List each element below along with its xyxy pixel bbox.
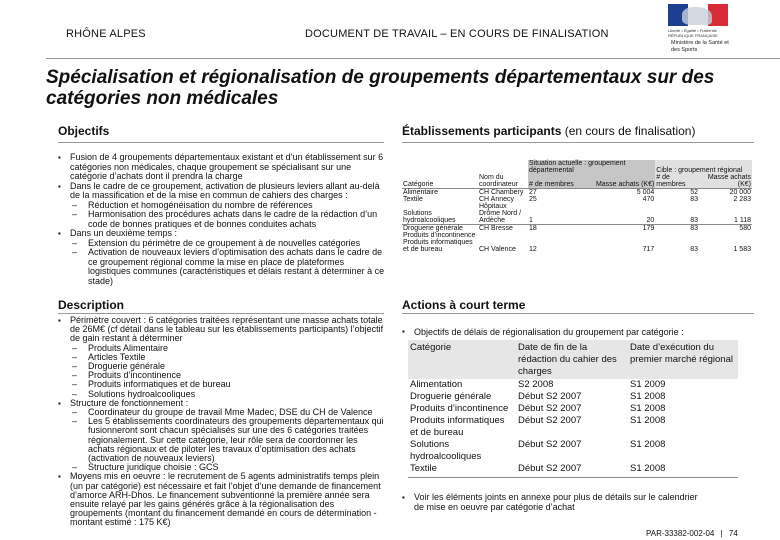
table-row: Textile CH Annecy 25 470 83 2 283 <box>403 196 751 203</box>
table-header-masse: Masse achats (K€) <box>585 174 655 189</box>
table-header-coordinateur: Nom du coordinateur <box>479 174 518 188</box>
list-item: ▪ Dans le cadre de ce groupement, activation de plusieurs leviers allant au-delà de la massification et de la mise en commun de cahiers des charges : <box>58 182 386 201</box>
table-header-categorie: Catégorie <box>403 181 434 188</box>
table-group-actuelle: Situation actuelle : groupement départemental <box>528 160 655 174</box>
objectifs-divider <box>58 142 384 143</box>
actions-heading: Actions à court terme <box>402 298 526 312</box>
actions-footnote: ▪ Voir les éléments joints en annexe pour plus de détails sur le calendrier de mise en oeuvre par catégorie d’achat <box>402 493 702 512</box>
document-reference: PAR-33382-002-04 <box>646 529 715 538</box>
logo-republic-text: Liberté • Égalité • Fraternité RÉPUBLIQUE FRANÇAISE <box>668 28 718 38</box>
table-header-execution: Date d’exécution du premier marché régional <box>628 340 738 379</box>
logo-ministry-text: Ministère de la Santé et des Sports <box>671 40 729 53</box>
region-label: RHÔNE ALPES <box>66 28 146 40</box>
table-header-fin-cahier: Date de fin de la rédaction du cahier des charges <box>516 340 628 379</box>
actions-table <box>408 340 738 478</box>
actions-intro: ▪ Objectifs de délais de régionalisation du groupement par catégorie : <box>402 327 732 337</box>
sub-list-item: – Structure juridique choisie : GCS <box>72 462 219 473</box>
description-list <box>58 316 384 528</box>
page-index: 74 <box>728 529 738 538</box>
description-heading: Description <box>58 298 125 312</box>
actions-divider <box>402 313 754 314</box>
header-divider <box>46 58 780 59</box>
table-header-categorie: Catégorie <box>408 340 516 379</box>
sub-list-item: – Extension du périmètre de ce groupement à de nouvelles catégories <box>72 237 361 248</box>
table-group-cible: Cible : groupement régional <box>655 160 752 174</box>
table-row: Droguerie générale Début S2 2007 S1 2008 <box>410 391 666 402</box>
sub-list-item: – Droguerie générale <box>72 361 166 372</box>
table-row: Textile Début S2 2007 S1 2008 <box>408 463 738 478</box>
objectifs-list <box>58 153 386 286</box>
table-header-masse: Masse achats (K€) <box>699 174 752 189</box>
page-number: PAR-33382-002-04 | 74 <box>646 529 738 538</box>
table-row: Produits d’incontinence <box>403 232 476 239</box>
sub-list-item: – Activation de nouveaux leviers d’optimisation des achats dans le cadre de ce groupement régional comme la mise en place de plateformes logistiques communes (caractéristiques et délais restant à déterminer à ce stade) <box>72 247 385 286</box>
list-item: ▪ Structure de fonctionnement : <box>58 399 384 408</box>
list-item: ▪ Périmètre couvert : 6 catégories traitées représentant une masse achats totale de 26M€ (cf détail dans le tableau sur les établissements participants) l’objectif de gain restant à déterminer <box>58 316 384 344</box>
etablissements-divider <box>402 142 754 143</box>
description-divider <box>58 313 384 314</box>
table-row: Alimentation S2 2008 S1 2009 <box>410 379 666 390</box>
marianne-flag-icon <box>668 4 728 26</box>
document-status: DOCUMENT DE TRAVAIL – EN COURS DE FINALISATION <box>305 28 609 40</box>
table-row: Produits informatiques et de bureau CH Valence 12 717 83 1 583 <box>403 239 751 253</box>
sub-list-item: – Les 5 établissements coordinateurs des groupements départementaux qui fusionneront sont chacun spécialisés sur une des 6 catégories traitées régionalement. Sur cette catégorie, leur rôle sera de coordonner les achats régionaux et de piloter les travaux d’optimisation des achats (activation de nouveaux leviers) <box>72 416 384 464</box>
sub-list-item: – Produits informatiques et de bureau <box>72 379 231 390</box>
table-row: Alimentaire CH Chambery 27 5 004 52 20 000 <box>403 189 751 196</box>
sub-list-item: – Solutions hydroalcooliques <box>72 388 196 399</box>
participants-table <box>402 160 752 253</box>
sub-list-item: – Produits Alimentaire <box>72 342 169 353</box>
list-item: ▪ Moyens mis en oeuvre : le recrutement de 5 agents administratifs temps plein (un par catégorie) est nécessaire et fait l’objet d’une demande de financement d’amorce ARH-Dhos. Le financement subventionné la première année sera ensuite relayé par les gains générés grâce à la régionalisation des groupements (montant du financement demandé en cours de détermination - montant estimé : 175 K€) <box>58 472 384 527</box>
page-title: Spécialisation et régionalisation de groupements départementaux sur des catégories non médicales <box>46 67 715 109</box>
table-row: Solutions hydroalcooliques Début S2 2007 S1 2008 <box>410 439 666 462</box>
sub-list-item: – Coordinateur du groupe de travail Mme Madec, DSE du CH de Valence <box>72 407 373 418</box>
sub-list-item: – Produits d’incontinence <box>72 370 182 381</box>
list-item: ▪ Dans un deuxième temps : <box>58 229 386 239</box>
table-row: Droguerie générale CH Bresse 18 179 83 580 <box>403 225 751 232</box>
table-header-membres: # de membres <box>528 174 585 189</box>
objectifs-heading: Objectifs <box>58 124 110 138</box>
sub-list-item: – Harmonisation des procédures achats dans le cadre de la rédaction d’un code de bonnes pratiques et de bonnes conduites achats <box>72 209 378 229</box>
table-row: Solutions hydroalcooliques Hôpitaux Drôme Nord / Ardèche 1 20 83 1 118 <box>403 203 751 224</box>
table-row: Produits d’incontinence Début S2 2007 S1 2008 <box>410 403 666 414</box>
table-row: Produits informatiques et de bureau Début S2 2007 S1 2008 <box>410 415 666 438</box>
sub-list-item: – Réduction et homogénéisation du nombre de références <box>72 199 313 210</box>
ministry-logo <box>668 4 730 58</box>
table-header-membres: # de membres <box>655 174 699 189</box>
sub-list-item: – Articles Textile <box>72 351 146 362</box>
etablissements-heading: Établissements participants (en cours de finalisation) <box>402 124 696 138</box>
list-item: ▪ Fusion de 4 groupements départementaux existant et d’un établissement sur 6 catégories non médicales, chaque groupement se spécialisant sur une catégorie d’achats dont il prendra la charge <box>58 153 386 182</box>
